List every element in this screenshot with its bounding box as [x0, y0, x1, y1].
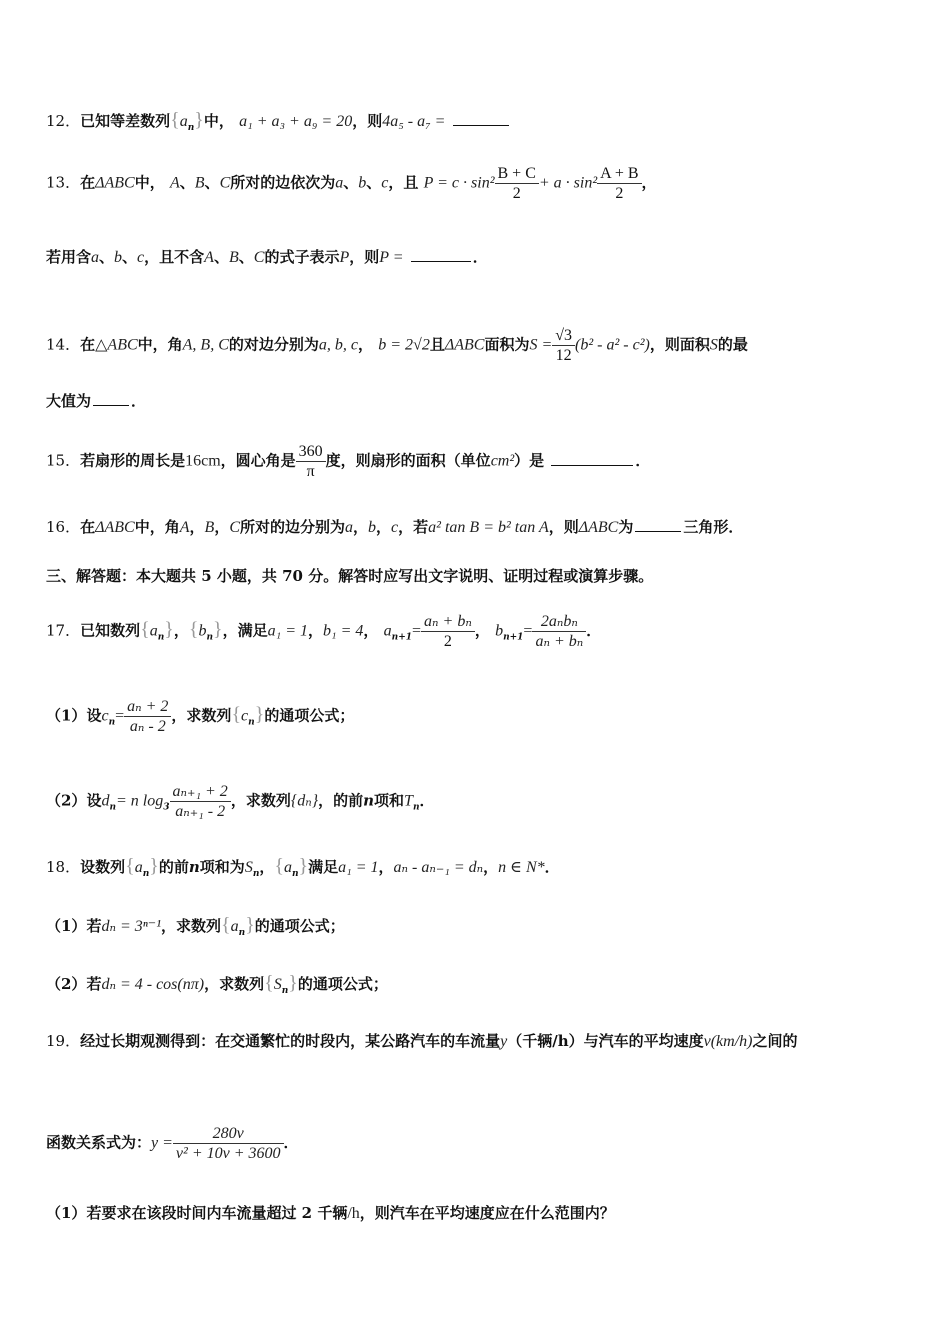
fraction: $\frac{280v}{\text{v² + 10v + 3600}}$ — [173, 1124, 284, 1163]
fraction: $\frac{\text{aₙ₊₁ + 2}}{\text{aₙ₊₁ - 2}}$ — [170, 782, 231, 821]
fraction: $\frac{\text{aₙ + bₙ}}{2}$ — [421, 612, 475, 651]
question-14: 14．在△ABC中，角A, B, C的对边分别为a, b, c， b = 2√2且ΔABC面积为S = $\frac{√3}{12}$ (b² - a² - c²)，则面积S的最 — [46, 327, 748, 365]
question-15: 15．若扇形的周长是16cm，圆心角是 $\frac{360}{\pi}$ 度，则扇形的面积（单位cm²）是 ． — [46, 443, 651, 481]
question-17-part2: （2）设$d_n= n$ $\log_3$ $\frac{\text{aₙ₊₁ + 2}}{\text{aₙ₊₁ - 2}}$ ，求数列{dₙ}，的前n项和$T_n$． — [46, 783, 435, 821]
q12-expression: 4a₅ - a₇ = — [382, 113, 446, 130]
question-19-part1: （1）若要求在该段时间内车流量超过 2 千辆/h，则汽车在平均速度应在什么范围内？ — [46, 1204, 615, 1222]
answer-blank[interactable] — [551, 464, 633, 466]
answer-blank[interactable] — [93, 404, 129, 406]
section-3-heading: 三、解答题：本大题共 5 小题，共 70 分。解答时应写出文字说明、证明过程或演算步骤。 — [46, 567, 654, 585]
fraction: $\frac{\text{aₙ + 2}}{\text{aₙ - 2}}$ — [124, 697, 171, 736]
question-18-part1: （1）若dₙ = 3ⁿ⁻¹，求数列$\{a_n\}$的通项公式； — [46, 914, 345, 938]
fraction: $\frac{\text{2aₙbₙ}}{\text{aₙ + bₙ}}$ — [532, 612, 586, 651]
answer-blank[interactable] — [635, 530, 681, 532]
question-17: 17．已知数列$\{a_n\}$，$\{b_n\}$，满足a₁ = 1，b₁ = 4， $a_{n+1}=$ $\frac{\text{aₙ + bₙ}}{2}$ ， $b_{n+1}=$ $\frac{\text{2aₙbₙ}}{\text{aₙ + bₙ}}$ ． — [46, 613, 602, 651]
fraction: $\frac{360}{\pi}$ — [296, 442, 326, 481]
question-19-line2: 函数关系式为：y = $\frac{280v}{\text{v² + 10v + 3600}}$ ． — [46, 1125, 299, 1163]
question-13-line2: 若用含a、b、c，且不含A、B、C的式子表示P，则P = ． — [46, 248, 488, 266]
question-17-part1: （1）设$c_n=$ $\frac{\text{aₙ + 2}}{\text{aₙ - 2}}$ ，求数列$\{c_n\}$的通项公式； — [46, 698, 355, 736]
fraction: $\frac{A + B}{2}$ — [597, 164, 641, 203]
fraction: $\frac{B + C}{2}$ — [495, 164, 539, 203]
question-16: 16．在ΔABC中，角A，B，C所对的边分别为a，b，c，若a² tan B = b² tan A，则ΔABC为 三角形． — [46, 518, 744, 536]
question-12: 12．已知等差数列$\{a_n\}$中， a₁ + a₃ + a₉ = 20，则4a₅ - a₇ = — [46, 108, 910, 134]
answer-blank[interactable] — [411, 260, 471, 262]
question-13: 13．在ΔABC中， A、B、C所对的边依次为a、b、c，且 P = c · sin² $\frac{B + C}{2}$ + a · sin² $\frac{A + B}{2}$ ， — [46, 165, 657, 203]
question-18-part2: （2）若dₙ = 4 - cos(nπ)，求数列$\{S_n\}$的通项公式； — [46, 972, 388, 996]
q12-condition: a₁ + a₃ + a₉ = 20 — [239, 113, 353, 130]
answer-blank[interactable] — [453, 124, 509, 126]
question-18: 18．设数列$\{a_n\}$的前n项和为$S_n$，$\{a_n\}$满足a₁ = 1，aₙ - aₙ₋₁ = dₙ，n ∈ N*． — [46, 855, 560, 879]
question-19: 19．经过长期观测得到：在交通繁忙的时段内，某公路汽车的车流量y（千辆/h）与汽车的平均速度v(km/h)之间的 — [46, 1032, 798, 1050]
q12-number: 12． — [46, 112, 81, 130]
fraction: $\frac{√3}{12}$ — [552, 326, 575, 365]
question-14-line2: 大值为 ． — [46, 392, 147, 410]
